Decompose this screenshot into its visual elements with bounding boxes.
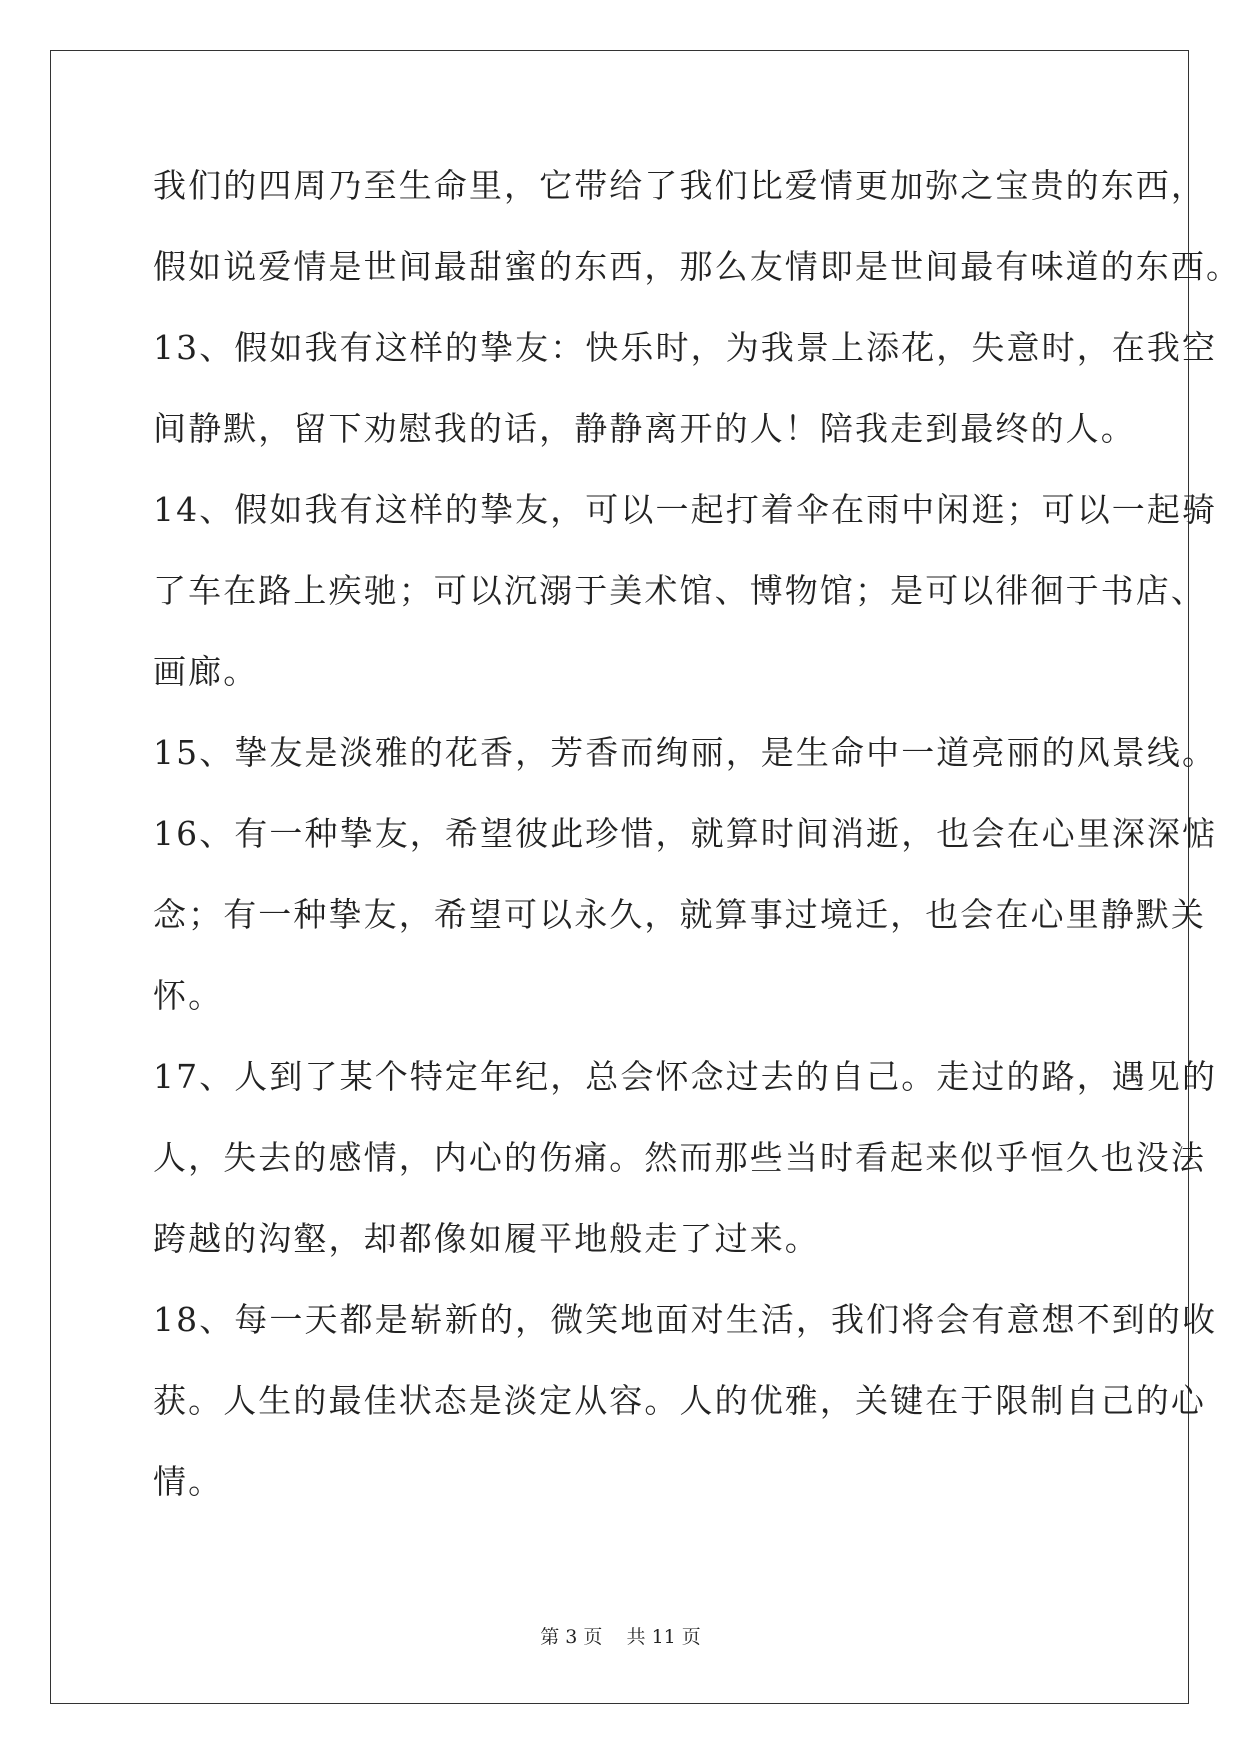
text-line: 17、人到了某个特定年纪，总会怀念过去的自己。走过的路，遇见的 — [153, 1057, 1218, 1096]
text-line: 16、有一种挚友，希望彼此珍惜，就算时间消逝，也会在心里深深惦 — [153, 814, 1218, 853]
text-line: 情。 — [153, 1462, 224, 1501]
text-line: 怀。 — [153, 976, 224, 1015]
text-line: 人，失去的感情，内心的伤痛。然而那些当时看起来似乎恒久也没法 — [153, 1138, 1206, 1177]
text-line: 15、挚友是淡雅的花香，芳香而绚丽，是生命中一道亮丽的风景线。 — [153, 733, 1218, 772]
text-line: 了车在路上疾驰；可以沉溺于美术馆、博物馆；是可以徘徊于书店、 — [153, 571, 1206, 610]
text-line: 跨越的沟壑，却都像如履平地般走了过来。 — [153, 1219, 820, 1258]
text-line: 18、每一天都是崭新的，微笑地面对生活，我们将会有意想不到的收 — [153, 1300, 1218, 1339]
text-line: 画廊。 — [153, 652, 259, 691]
document-body — [153, 158, 1241, 1535]
text-line: 念；有一种挚友，希望可以永久，就算事过境迁，也会在心里静默关 — [153, 895, 1206, 934]
text-line: 我们的四周乃至生命里，它带给了我们比爱情更加弥之宝贵的东西， — [153, 166, 1206, 205]
text-line: 14、假如我有这样的挚友，可以一起打着伞在雨中闲逛；可以一起骑 — [153, 490, 1218, 529]
text-line: 获。人生的最佳状态是淡定从容。人的优雅，关键在于限制自己的心 — [153, 1381, 1206, 1420]
text-line: 13、假如我有这样的挚友：快乐时，为我景上添花，失意时，在我空 — [153, 328, 1218, 367]
text-line: 间静默，留下劝慰我的话，静静离开的人！陪我走到最终的人。 — [153, 409, 1136, 448]
text-line: 假如说爱情是世间最甜蜜的东西，那么友情即是世间最有味道的东西。 — [153, 247, 1241, 286]
page-footer: 第 3 页 共 11 页 — [540, 1626, 701, 1648]
